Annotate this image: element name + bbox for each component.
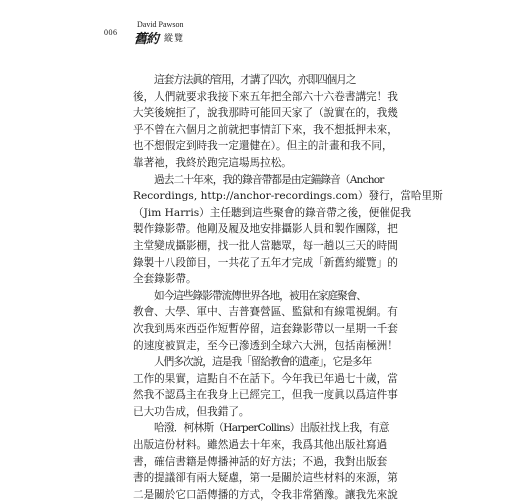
paragraph: [133, 172, 443, 288]
text-line: 哈潑．柯林斯（HarperCollins）出版社找上我，有意: [154, 422, 389, 435]
text-line: 全套錄影帶。: [133, 273, 197, 286]
text-line: 已大功告成，但我錯了。: [133, 405, 250, 418]
text-line: 也不想假定到時我一定還健在）。但主的計畫和我不同，: [133, 140, 393, 153]
page-number: 006: [104, 28, 118, 37]
text-line: 這套方法眞的管用，才講了四次，亦即四個月之: [154, 74, 356, 86]
text-line: 人們多次說，這是我「留給教會的遺產」，它是多年: [154, 356, 372, 369]
paragraph: [133, 72, 398, 172]
text-line: 工作的果實，這點自不在話下。今年我已年過七十歲，當: [133, 372, 398, 385]
body-text: [133, 72, 443, 503]
text-line: 出版這份材料。雖然過去十年來，我爲其他出版社寫過: [133, 439, 388, 452]
text-line: 的速度被買走，至今已滲透到全球六大洲，包括南極洲！: [133, 339, 398, 352]
text-line: 錄製十八段節目，一共花了五年才完成「新舊約縱覽」的: [133, 256, 398, 269]
paragraph: [133, 420, 398, 503]
text-line: 次我到馬來西亞作短暫停留，這套錄影帶以一星期一千套: [133, 322, 398, 335]
text-line: 如今這些錄影帶流傳世界各地，被用在家庭聚會、: [154, 289, 367, 302]
book-title-plain: 縱覽: [164, 34, 185, 44]
text-line: 二是關於它口語傳播的方式，令我非常猶豫。讓我先來說: [133, 488, 398, 501]
text-line: 後，人們就要求我接下來五年把全部六十六卷書講完！我: [133, 90, 398, 103]
book-title-fancy: 舊約: [134, 32, 159, 47]
text-line: （Jim Harris）主任聽到這些聚會的錄音帶之後，便催促我: [133, 206, 412, 219]
text-line: 過去二十年來，我的錄音帶都是由定錨錄音（Anchor: [154, 173, 384, 186]
text-line: 製作錄影帶。他剛及履及地安排攝影人員和製作團隊，把: [133, 223, 398, 236]
text-line: 書，確信書籍是傳播神話的好方法；不過，我對出版套: [133, 455, 388, 468]
text-line: 靠著祂，我終於跑完這場馬拉松。: [133, 156, 292, 169]
author-name: David Pawson: [137, 20, 184, 29]
paragraph: [133, 354, 398, 420]
text-line: 然我不認爲主在我身上已經完工，但我一度眞以爲這件事: [133, 389, 398, 402]
text-line: 乎不曾在六個月之前就把事情訂下來，我不想抵押未來，: [133, 123, 398, 136]
text-line: 主堂變成攝影棚，找一批人當聽眾，每一趟以三天的時間: [133, 239, 398, 252]
text-line: Recordings, http://anchor-recordings.com）發行，當哈里斯: [133, 190, 443, 203]
text-line: 書的提議卻有兩大疑慮，第一是關於這些材料的來源，第: [133, 472, 398, 485]
running-header: [0, 20, 520, 47]
paragraph: [133, 288, 398, 354]
text-line: 大笑後婉拒了，說我那時可能回天家了（說實在的，我幾: [133, 107, 398, 120]
text-line: 教會、大學、軍中、吉普賽營區、監獄和有線電視網。有: [133, 306, 398, 319]
